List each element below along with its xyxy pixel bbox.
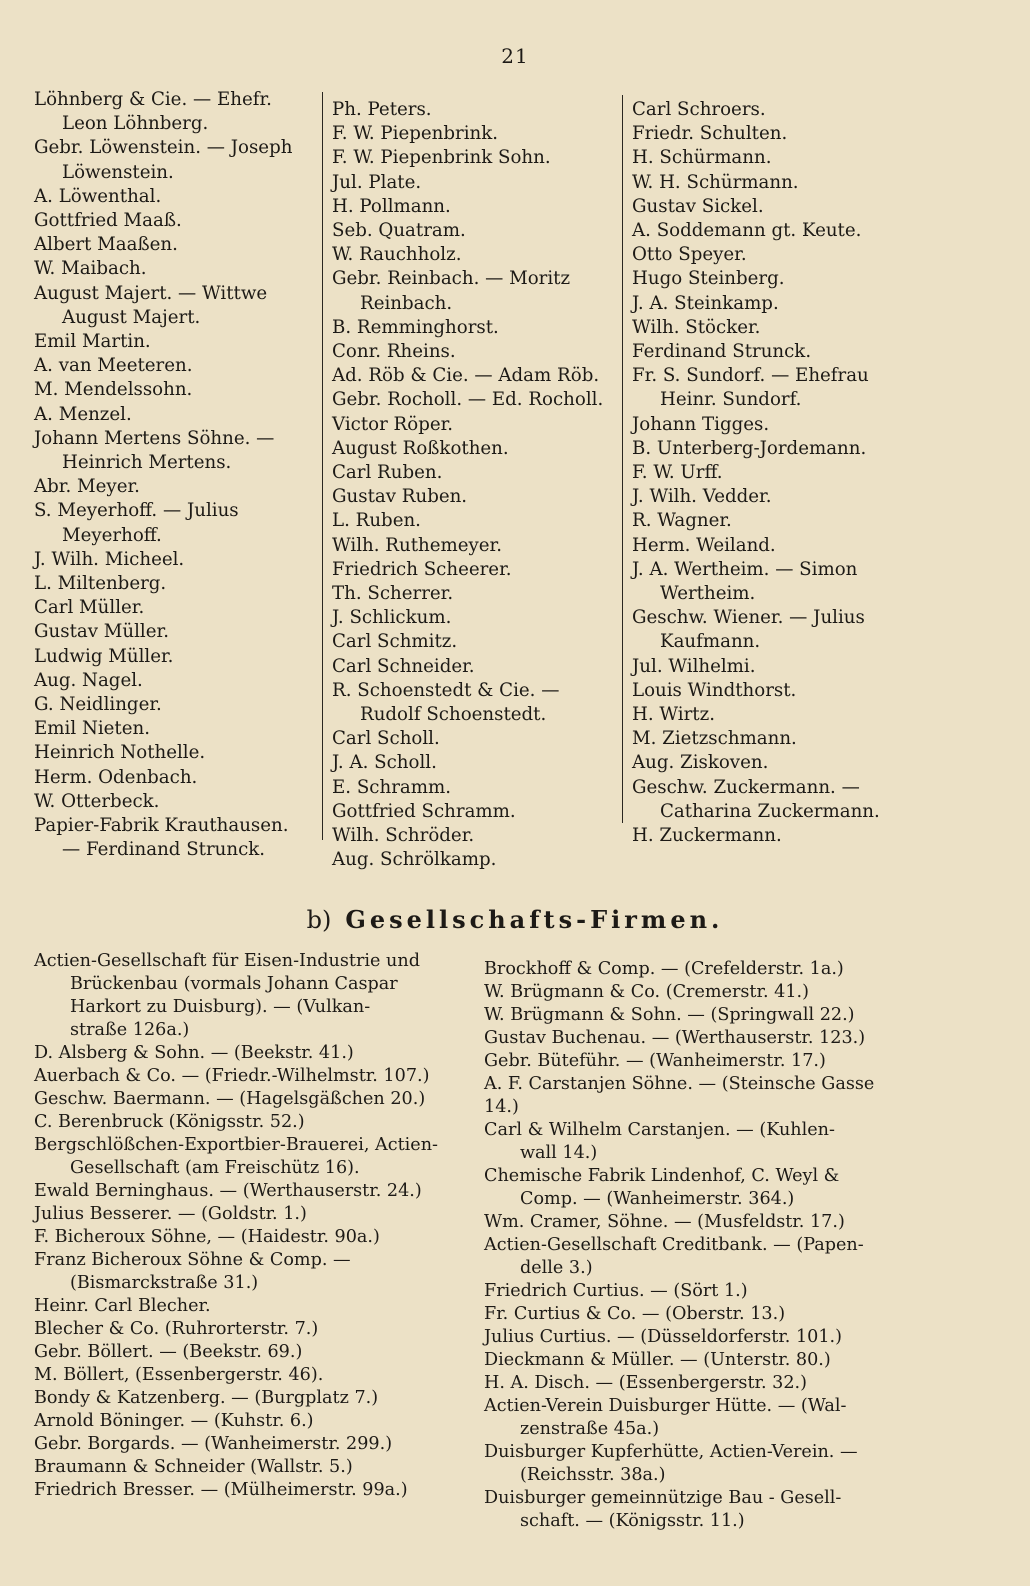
entry-continuation: Wertheim. <box>660 583 756 605</box>
directory-entry: Gebr. Rocholl. — Ed. Rocholl. <box>332 389 604 411</box>
directory-entry: Johann Mertens Söhne. — <box>34 427 275 449</box>
directory-entry: Actien-Gesellschaft Creditbank. — (Papen- <box>484 1235 864 1255</box>
directory-entry: J. A. Wertheim. — Simon <box>632 558 858 580</box>
directory-entry: Carl Schneider. <box>332 655 475 677</box>
directory-entry: A. F. Carstanjen Söhne. — (Steinsche Gasse 14.) <box>484 1074 875 1117</box>
directory-entry: M. Zietzschmann. <box>632 728 797 750</box>
directory-entry: W. Rauchholz. <box>332 244 462 266</box>
directory-entry: Jul. Wilhelmi. <box>632 655 756 677</box>
directory-entry: F. W. Urff. <box>632 462 723 484</box>
directory-entry: August Roßkothen. <box>332 437 509 459</box>
directory-entry: Gottfried Maaß. <box>34 210 182 232</box>
entry-continuation: Löwenstein. <box>62 161 174 183</box>
directory-entry: E. Schramm. <box>332 776 452 798</box>
directory-entry: Heinr. Carl Blecher. <box>34 1296 211 1316</box>
entry-continuation: Gesellschaft (am Freischütz 16). <box>70 1158 360 1178</box>
directory-entry: J. A. Steinkamp. <box>632 292 779 314</box>
directory-entry: Geschw. Zuckermann. — <box>632 776 860 798</box>
directory-column-3 <box>632 98 922 848</box>
directory-entry: Ad. Röb & Cie. — Adam Röb. <box>332 365 600 387</box>
directory-entry: H. Pollmann. <box>332 195 451 217</box>
directory-entry: D. Alsberg & Sohn. — (Beekstr. 41.) <box>34 1043 354 1063</box>
directory-entry: R. Wagner. <box>632 510 732 532</box>
section-heading <box>0 905 1030 934</box>
directory-entry: F. W. Piepenbrink. <box>332 123 499 145</box>
directory-entry: Carl Müller. <box>34 597 145 619</box>
directory-entry: A. Soddemann gt. Keute. <box>632 220 862 242</box>
directory-entry: Papier-Fabrik Krauthausen. <box>34 815 289 837</box>
directory-entry: Ludwig Müller. <box>34 645 174 667</box>
directory-entry: Carl & Wilhelm Carstanjen. — (Kuhlen- <box>484 1120 835 1140</box>
directory-entry: R. Schoenstedt & Cie. — <box>332 679 560 701</box>
directory-entry: Duisburger gemeinnützige Bau - Gesell- <box>484 1488 842 1508</box>
directory-entry: Heinrich Nothelle. <box>34 742 206 764</box>
entry-continuation: delle 3.) <box>520 1258 593 1278</box>
section-label: b) <box>306 906 332 934</box>
directory-entry: H. Zuckermann. <box>632 825 782 847</box>
entry-continuation: schaft. — (Königsstr. 11.) <box>520 1511 745 1531</box>
directory-entry: W. Brügmann & Co. (Cremerstr. 41.) <box>484 982 809 1002</box>
entry-continuation: Kaufmann. <box>660 631 761 653</box>
directory-entry: Louis Windthorst. <box>632 679 797 701</box>
directory-entry: H. Schürmann. <box>632 147 772 169</box>
directory-entry: W. Otterbeck. <box>34 790 160 812</box>
column-divider <box>322 92 323 840</box>
entry-continuation: Brückenbau (vormals Johann Caspar <box>70 974 398 994</box>
directory-entry: Aug. Nagel. <box>34 669 143 691</box>
directory-entry: W. Maibach. <box>34 258 147 280</box>
directory-entry: Wilh. Stöcker. <box>632 316 761 338</box>
directory-entry: Ewald Berninghaus. — (Werthauserstr. 24.) <box>34 1181 422 1201</box>
directory-entry: Gustav Müller. <box>34 621 169 643</box>
directory-entry: Carl Scholl. <box>332 728 440 750</box>
entry-continuation: Harkort zu Duisburg). — (Vulkan- <box>70 997 371 1017</box>
directory-entry: C. Berenbruck (Königsstr. 52.) <box>34 1112 305 1132</box>
directory-entry: Carl Schmitz. <box>332 631 458 653</box>
directory-entry: Jul. Plate. <box>332 171 422 193</box>
page-number: 21 <box>501 44 529 68</box>
directory-entry: Wilh. Ruthemeyer. <box>332 534 503 556</box>
directory-entry: F. W. Piepenbrink Sohn. <box>332 147 551 169</box>
directory-entry: Friedrich Bresser. — (Mülheimerstr. 99a.) <box>34 1480 408 1500</box>
directory-entry: Gebr. Böllert. — (Beekstr. 69.) <box>34 1342 303 1362</box>
directory-entry: Aug. Ziskoven. <box>632 752 769 774</box>
directory-entry: Julius Curtius. — (Düsseldorferstr. 101.) <box>484 1327 843 1347</box>
directory-entry: Gebr. Löwenstein. — Joseph <box>34 137 293 159</box>
directory-entry: B. Unterberg-Jordemann. <box>632 437 867 459</box>
directory-entry: A. van Meeteren. <box>34 355 193 377</box>
section-title: Gesellschafts-Firmen. <box>345 905 724 934</box>
directory-entry: Gebr. Borgards. — (Wanheimerstr. 299.) <box>34 1434 393 1454</box>
directory-entry: W. Brügmann & Sohn. — (Springwall 22.) <box>484 1005 855 1025</box>
directory-entry: Herm. Odenbach. <box>34 766 198 788</box>
directory-entry: J. A. Scholl. <box>332 752 437 774</box>
directory-entry: Gustav Buchenau. — (Werthauserstr. 123.) <box>484 1028 866 1048</box>
directory-entry: Otto Speyer. <box>632 244 747 266</box>
entry-continuation: August Majert. <box>62 306 201 328</box>
entry-continuation: Leon Löhnberg. <box>62 113 209 135</box>
directory-entry: Emil Martin. <box>34 331 151 353</box>
directory-entry: Geschw. Wiener. — Julius <box>632 607 865 629</box>
directory-entry: Bondy & Katzenberg. — (Burgplatz 7.) <box>34 1388 379 1408</box>
directory-entry: Johann Tigges. <box>632 413 770 435</box>
directory-entry: Franz Bicheroux Söhne & Comp. — <box>34 1250 351 1270</box>
directory-entry: Seb. Quatram. <box>332 220 466 242</box>
directory-entry: Ph. Peters. <box>332 99 432 120</box>
directory-entry: F. Bicheroux Söhne, — (Haidestr. 90a.) <box>34 1227 380 1247</box>
directory-entry: Carl Schroers. <box>632 99 766 120</box>
directory-entry: W. H. Schürmann. <box>632 171 799 193</box>
directory-entry: J. Wilh. Micheel. <box>34 548 185 570</box>
company-column-right <box>484 958 908 1533</box>
directory-entry: Conr. Rheins. <box>332 341 456 363</box>
entry-continuation: wall 14.) <box>520 1143 598 1163</box>
entry-continuation: (Reichsstr. 38a.) <box>520 1465 666 1485</box>
directory-entry: B. Remminghorst. <box>332 316 499 338</box>
directory-entry: Carl Ruben. <box>332 462 443 484</box>
directory-entry: Th. Scherrer. <box>332 583 454 605</box>
entry-continuation: Comp. — (Wanheimerstr. 364.) <box>520 1189 795 1209</box>
directory-entry: G. Neidlinger. <box>34 694 162 716</box>
directory-entry: Ferdinand Strunck. <box>632 341 812 363</box>
directory-entry: Bergschlößchen-Exportbier-Brauerei, Actien- <box>34 1135 438 1155</box>
directory-entry: Actien-Gesellschaft für Eisen-Industrie und <box>34 951 420 971</box>
directory-entry: Fr. S. Sundorf. — Ehefrau <box>632 365 869 387</box>
entry-continuation: (Bismarckstraße 31.) <box>70 1273 259 1293</box>
directory-entry: Gebr. Büteführ. — (Wanheimerstr. 17.) <box>484 1051 826 1071</box>
directory-column-2 <box>332 98 612 873</box>
entry-continuation: straße 126a.) <box>70 1020 190 1040</box>
directory-entry: Aug. Schrölkamp. <box>332 849 497 871</box>
directory-column-1 <box>34 88 318 863</box>
directory-entry: Abr. Meyer. <box>34 476 140 498</box>
directory-entry: Gustav Ruben. <box>332 486 468 508</box>
directory-entry: Chemische Fabrik Lindenhof, C. Weyl & <box>484 1166 840 1186</box>
directory-entry: Blecher & Co. (Ruhrorterstr. 7.) <box>34 1319 319 1339</box>
entry-continuation: Heinrich Mertens. <box>62 452 232 474</box>
company-column-left <box>34 950 454 1502</box>
directory-entry: L. Miltenberg. <box>34 573 167 595</box>
directory-entry: Dieckmann & Müller. — (Unterstr. 80.) <box>484 1350 831 1370</box>
directory-entry: Victor Röper. <box>332 413 454 435</box>
directory-entry: Friedr. Schulten. <box>632 123 788 145</box>
directory-entry: Wilh. Schröder. <box>332 825 475 847</box>
directory-entry: Löhnberg & Cie. — Ehefr. <box>34 89 272 110</box>
directory-entry: Albert Maaßen. <box>34 234 178 256</box>
directory-entry: Friedrich Scheerer. <box>332 558 512 580</box>
directory-entry: A. Menzel. <box>34 403 132 425</box>
directory-entry: August Majert. — Wittwe <box>34 282 268 304</box>
directory-entry: Auerbach & Co. — (Friedr.-Wilhelmstr. 107.) <box>34 1066 430 1086</box>
directory-entry: Actien-Verein Duisburger Hütte. — (Wal- <box>484 1396 847 1416</box>
directory-entry: Geschw. Baermann. — (Hagelsgäßchen 20.) <box>34 1089 426 1109</box>
directory-entry: L. Ruben. <box>332 510 421 532</box>
entry-continuation: — Ferdinand Strunck. <box>62 839 266 861</box>
entry-continuation: zenstraße 45a.) <box>520 1419 660 1439</box>
directory-entry: Wm. Cramer, Söhne. — (Musfeldstr. 17.) <box>484 1212 845 1232</box>
directory-entry: Duisburger Kupferhütte, Actien-Verein. — <box>484 1442 858 1462</box>
directory-entry: Gebr. Reinbach. — Moritz <box>332 268 571 290</box>
entry-continuation: Meyerhoff. <box>62 524 162 546</box>
entry-continuation: Heinr. Sundorf. <box>660 389 802 411</box>
directory-entry: Braumann & Schneider (Wallstr. 5.) <box>34 1457 353 1477</box>
directory-entry: Herm. Weiland. <box>632 534 776 556</box>
directory-entry: Fr. Curtius & Co. — (Oberstr. 13.) <box>484 1304 786 1324</box>
directory-entry: J. Wilh. Vedder. <box>632 486 772 508</box>
directory-entry: Friedrich Curtius. — (Sört 1.) <box>484 1281 748 1301</box>
directory-entry: Gottfried Schramm. <box>332 800 516 822</box>
directory-entry: M. Mendelssohn. <box>34 379 193 401</box>
directory-entry: Hugo Steinberg. <box>632 268 785 290</box>
column-divider <box>622 95 623 823</box>
directory-entry: Gustav Sickel. <box>632 195 764 217</box>
entry-continuation: Catharina Zuckermann. <box>660 800 880 822</box>
directory-entry: H. A. Disch. — (Essenbergerstr. 32.) <box>484 1373 808 1393</box>
directory-entry: Emil Nieten. <box>34 718 150 740</box>
directory-entry: Julius Besserer. — (Goldstr. 1.) <box>34 1204 307 1224</box>
entry-continuation: Rudolf Schoenstedt. <box>360 704 547 726</box>
directory-entry: M. Böllert, (Essenbergerstr. 46). <box>34 1365 324 1385</box>
directory-entry: A. Löwenthal. <box>34 185 162 207</box>
directory-entry: S. Meyerhoff. — Julius <box>34 500 239 522</box>
directory-entry: J. Schlickum. <box>332 607 452 629</box>
directory-entry: Arnold Böninger. — (Kuhstr. 6.) <box>34 1411 314 1431</box>
directory-entry: Brockhoff & Comp. — (Crefelderstr. 1a.) <box>484 959 844 979</box>
directory-entry: H. Wirtz. <box>632 704 715 726</box>
entry-continuation: Reinbach. <box>360 292 453 314</box>
